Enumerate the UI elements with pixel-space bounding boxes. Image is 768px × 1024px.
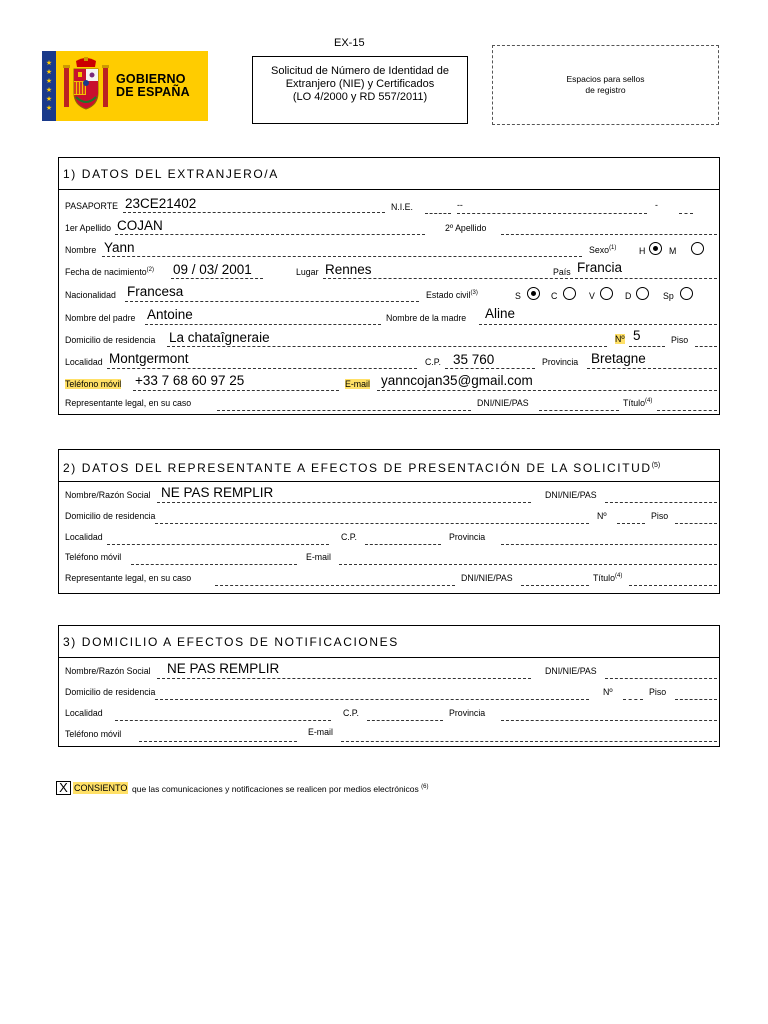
- estado-civil-label: Estado civil$^{(3)}$: [426, 290, 478, 300]
- ec-c-label: C: [551, 291, 558, 301]
- localidad-label: Localidad: [65, 532, 103, 542]
- coat-of-arms-icon: [62, 57, 110, 115]
- section-title: 3) DOMICILIO A EFECTOS DE NOTIFICACIONES: [59, 626, 719, 658]
- cp-line: [367, 720, 443, 721]
- consent-text: que las comunicaciones y notificaciones se realicen por medios electrónicos $^{(6)}$: [132, 784, 429, 794]
- provincia-line: [587, 368, 717, 369]
- nombre-razon-label: Nombre/Razón Social: [65, 490, 151, 500]
- sexo-h-radio[interactable]: [649, 242, 662, 255]
- domicilio-label: Domicilio de residencia: [65, 335, 156, 345]
- dni-label: DNI/NIE/PAS: [545, 490, 597, 500]
- padre-line: [145, 324, 381, 325]
- email-label: E-mail: [308, 727, 333, 737]
- piso-line: [675, 699, 717, 700]
- email-label: E-mail: [306, 552, 331, 562]
- dni-line: [605, 502, 717, 503]
- sexo-label: Sexo$^{(1)}$: [589, 245, 617, 255]
- dni-line: [539, 410, 619, 411]
- section-title: 2) DATOS DEL REPRESENTANTE A EFECTOS DE PRESENTACIÓN DE LA SOLICITUD$^{(5)}$: [59, 450, 719, 482]
- cp-label: C.P.: [425, 357, 441, 367]
- ec-d-radio[interactable]: [636, 287, 649, 300]
- provincia-label: Provincia: [542, 357, 579, 367]
- ec-v-radio[interactable]: [600, 287, 613, 300]
- lugar-value[interactable]: Rennes: [325, 262, 372, 277]
- consent-label: CONSIENTO: [74, 783, 128, 793]
- apellido1-label: 1er Apellido: [65, 223, 111, 233]
- localidad-line: [107, 368, 417, 369]
- gobierno-espana-logo: [42, 51, 208, 121]
- cp-line: [445, 368, 535, 369]
- provincia-label: Provincia: [449, 708, 486, 718]
- numero-value[interactable]: 5: [633, 328, 641, 343]
- sexo-m-label: M: [669, 246, 677, 256]
- representante-line: [215, 585, 455, 586]
- dni-line: [605, 678, 717, 679]
- lugar-line: [323, 278, 573, 279]
- ec-sp-label: Sp: [663, 291, 674, 301]
- numero-label: Nº: [615, 334, 625, 344]
- dni-label: DNI/NIE/PAS: [545, 666, 597, 676]
- ec-v-label: V: [589, 291, 595, 301]
- titulo-label: Título$^{(4)}$: [593, 573, 623, 583]
- provincia-line: [501, 544, 717, 545]
- ec-d-label: D: [625, 291, 632, 301]
- email-value[interactable]: yanncojan35@gmail.com: [381, 373, 533, 388]
- numero-label: Nº: [603, 687, 613, 697]
- domicilio-label: Domicilio de residencia: [65, 687, 156, 697]
- section-domicilio-notificaciones: [58, 625, 720, 747]
- piso-line: [675, 523, 717, 524]
- telefono-value[interactable]: +33 7 68 60 97 25: [135, 373, 245, 388]
- email-line: [339, 564, 717, 565]
- telefono-line: [131, 564, 297, 565]
- domicilio-line: [155, 699, 589, 700]
- dni-label: DNI/NIE/PAS: [461, 573, 513, 583]
- nombre-line: [102, 256, 582, 257]
- apellido2-line: [501, 234, 717, 235]
- sexo-m-radio[interactable]: [691, 242, 704, 255]
- cp-value[interactable]: 35 760: [453, 352, 495, 367]
- lugar-label: Lugar: [296, 267, 319, 277]
- nacionalidad-value[interactable]: Francesa: [127, 284, 184, 299]
- email-line: [341, 741, 717, 742]
- piso-label: Piso: [671, 335, 689, 345]
- provincia-label: Provincia: [449, 532, 486, 542]
- provincia-line: [501, 720, 717, 721]
- consent-checkbox[interactable]: X: [56, 781, 71, 795]
- pais-label: País: [553, 267, 571, 277]
- pasaporte-label: PASAPORTE: [65, 201, 118, 211]
- nombre-razon-label: Nombre/Razón Social: [65, 666, 151, 676]
- ec-s-radio[interactable]: [527, 287, 540, 300]
- madre-line: [479, 324, 717, 325]
- titulo-line: [629, 585, 717, 586]
- fecha-line: [171, 278, 263, 279]
- email-label: E-mail: [345, 379, 370, 389]
- pais-line: [575, 278, 717, 279]
- logo-text: GOBIERNO DE ESPAÑA: [116, 72, 190, 99]
- fecha-label: Fecha de nacimiento$^{(2)}$: [65, 267, 155, 277]
- cp-line: [365, 544, 441, 545]
- domicilio-line: [155, 523, 589, 524]
- nie-sep: --: [457, 200, 463, 210]
- piso-line: [695, 346, 717, 347]
- nie-line: [457, 213, 647, 214]
- telefono-line: [139, 741, 297, 742]
- nombre-label: Nombre: [65, 245, 97, 255]
- numero-label: Nº: [597, 511, 607, 521]
- padre-value[interactable]: Antoine: [147, 307, 193, 322]
- dni-line: [521, 585, 589, 586]
- numero-line: [623, 699, 643, 700]
- provincia-value[interactable]: Bretagne: [591, 351, 646, 366]
- section-datos-extranjero: [58, 157, 720, 415]
- telefono-label: Teléfono móvil: [65, 729, 122, 739]
- representante-label: Representante legal, en su caso: [65, 398, 192, 408]
- titulo-line: [657, 410, 717, 411]
- cp-label: C.P.: [343, 708, 359, 718]
- ec-c-radio[interactable]: [563, 287, 576, 300]
- telefono-line: [133, 390, 339, 391]
- form-code: EX-15: [334, 37, 365, 49]
- domicilio-label: Domicilio de residencia: [65, 511, 156, 521]
- titulo-label: Título$^{(4)}$: [623, 398, 653, 408]
- form-title-box: [252, 56, 468, 124]
- nombre-razon-value[interactable]: NE PAS REMPLIR: [167, 661, 280, 676]
- telefono-label: Teléfono móvil: [65, 552, 122, 562]
- apellido1-line: [115, 234, 425, 235]
- piso-label: Piso: [649, 687, 667, 697]
- nombre-razon-line: [157, 678, 531, 679]
- dni-label: DNI/NIE/PAS: [477, 398, 529, 408]
- email-line: [377, 390, 717, 391]
- title-line: (LO 4/2000 y RD 557/2011): [292, 91, 428, 103]
- localidad-line: [115, 720, 331, 721]
- padre-label: Nombre del padre: [65, 313, 136, 323]
- cp-label: C.P.: [341, 532, 357, 542]
- nie-line: [679, 213, 693, 214]
- nie-label: N.I.E.: [391, 202, 413, 212]
- sexo-h-label: H: [639, 246, 646, 256]
- fecha-value[interactable]: 09 / 03/ 2001: [173, 262, 252, 277]
- apellido2-label: 2º Apellido: [445, 223, 487, 233]
- representante-label: Representante legal, en su caso: [65, 573, 192, 583]
- numero-line: [629, 346, 665, 347]
- ec-s-label: S: [515, 291, 521, 301]
- domicilio-value[interactable]: La chataîgneraie: [169, 330, 270, 345]
- title-line: Solicitud de Número de Identidad de: [271, 65, 449, 77]
- eu-flag-strip: ★ ★ ★ ★ ★ ★: [42, 51, 56, 121]
- nombre-razon-line: [157, 502, 531, 503]
- nacionalidad-line: [125, 301, 419, 302]
- domicilio-line: [167, 346, 607, 347]
- pais-value[interactable]: Francia: [577, 260, 623, 275]
- localidad-label: Localidad: [65, 357, 103, 367]
- registry-seal-box: Espacios para sellos de registro: [492, 45, 719, 125]
- apellido1-value[interactable]: COJAN: [117, 218, 163, 233]
- telefono-label: Teléfono móvil: [65, 379, 122, 389]
- localidad-label: Localidad: [65, 708, 103, 718]
- localidad-line: [107, 544, 329, 545]
- madre-value[interactable]: Aline: [485, 306, 516, 321]
- nombre-value[interactable]: Yann: [104, 240, 135, 255]
- section-title: 1) DATOS DEL EXTRANJERO/A: [59, 158, 719, 190]
- pasaporte-value[interactable]: 23CE21402: [125, 196, 197, 211]
- nie-line: [425, 213, 451, 214]
- nacionalidad-label: Nacionalidad: [65, 290, 116, 300]
- nombre-razon-value[interactable]: NE PAS REMPLIR: [161, 485, 274, 500]
- title-line: Extranjero (NIE) y Certificados: [285, 78, 435, 90]
- nie-sep: -: [655, 200, 658, 210]
- section-datos-representante: [58, 449, 720, 594]
- piso-label: Piso: [651, 511, 669, 521]
- ec-sp-radio[interactable]: [680, 287, 693, 300]
- madre-label: Nombre de la madre: [386, 313, 467, 323]
- pasaporte-line: [123, 212, 385, 213]
- localidad-value[interactable]: Montgermont: [109, 351, 189, 366]
- numero-line: [617, 523, 645, 524]
- representante-line: [217, 410, 471, 411]
